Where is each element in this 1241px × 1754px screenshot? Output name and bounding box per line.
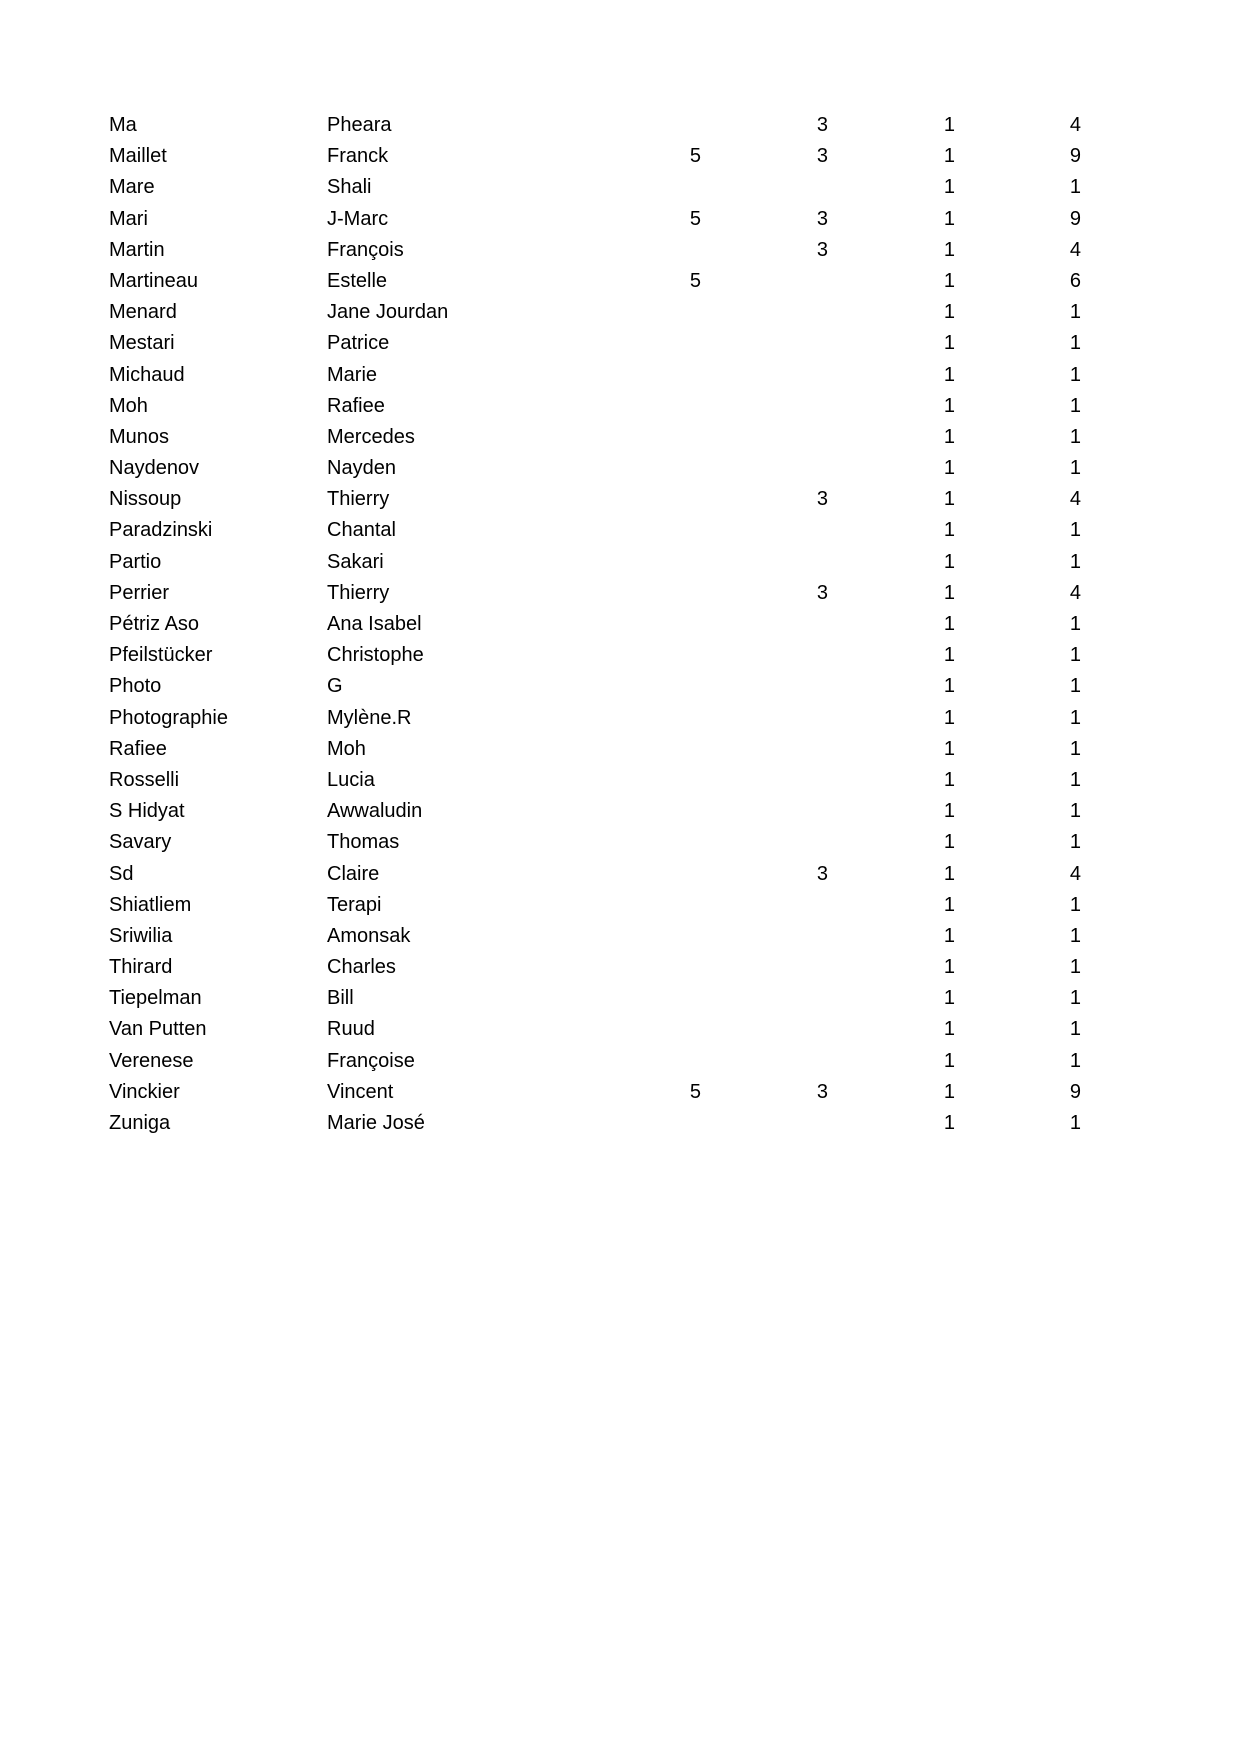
last-name-cell: Vinckier [109,1080,180,1103]
last-name-cell: Photo [109,675,162,698]
first-name-cell: Pheara [327,114,392,136]
total-cell: 6 [1069,269,1081,292]
table-row [0,391,1241,422]
total-cell: 1 [1069,1112,1081,1134]
last-name-cell: Rosselli [109,768,180,791]
table-row [0,578,1241,609]
table-row [0,765,1241,796]
total-cell: 1 [1069,176,1081,199]
table-row [0,141,1241,172]
total-cell: 9 [1069,145,1081,168]
score-col-3-cell: 1 [943,893,955,916]
last-name-cell: Photographie [109,706,228,729]
last-name-cell: Pfeilstücker [109,644,213,667]
last-name-cell: Shiatliem [109,893,192,916]
table-row [0,734,1241,765]
last-name-cell: Mare [109,176,155,199]
first-name-cell: Christophe [327,644,424,667]
first-name-cell: Chantal [327,519,396,542]
total-cell: 1 [1069,924,1081,947]
score-col-2-cell: 3 [816,1080,828,1103]
first-name-cell: Marie [327,363,378,386]
last-name-cell: Munos [109,425,170,448]
first-name-cell: Charles [327,956,396,979]
score-col-2-cell: 3 [816,488,828,511]
total-cell: 9 [1069,207,1081,230]
table-row [0,859,1241,890]
score-col-3-cell: 1 [943,394,955,417]
first-name-cell: Mercedes [327,425,415,448]
score-col-3-cell: 1 [943,550,955,573]
total-cell: 1 [1069,519,1081,542]
first-name-cell: Thierry [327,488,390,511]
last-name-cell: Ma [109,114,137,136]
score-col-3-cell: 1 [943,363,955,386]
score-col-3-cell: 1 [943,488,955,511]
table-row [0,952,1241,983]
score-col-3-cell: 1 [943,1080,955,1103]
first-name-cell: Franck [327,145,389,168]
total-cell: 1 [1069,737,1081,760]
last-name-cell: Sriwilia [109,924,173,947]
score-col-3-cell: 1 [943,269,955,292]
total-cell: 1 [1069,644,1081,667]
first-name-cell: Thierry [327,581,390,604]
table-row [0,827,1241,858]
score-col-3-cell: 1 [943,238,955,261]
last-name-cell: Maillet [109,145,167,168]
score-col-3-cell: 1 [943,644,955,667]
score-col-3-cell: 1 [943,301,955,324]
table-row [0,172,1241,203]
score-col-3-cell: 1 [943,737,955,760]
score-col-3-cell: 1 [943,706,955,729]
first-name-cell: G [327,675,343,698]
score-col-3-cell: 1 [943,987,955,1010]
total-cell: 1 [1069,394,1081,417]
total-cell: 1 [1069,800,1081,823]
score-col-1-cell: 5 [689,207,701,230]
first-name-cell: Claire [327,862,380,885]
last-name-cell: Martineau [109,269,198,292]
last-name-cell: Menard [109,301,177,324]
last-name-cell: Mestari [109,332,175,355]
table-row [0,266,1241,297]
first-name-cell: Jane Jourdan [327,301,449,324]
spreadsheet-page [0,110,1241,1139]
first-name-cell: Shali [327,176,372,199]
table-row [0,1108,1241,1139]
total-cell: 4 [1069,114,1081,136]
total-cell: 1 [1069,1049,1081,1072]
score-col-3-cell: 1 [943,831,955,854]
first-name-cell: Rafiee [327,394,385,417]
total-cell: 4 [1069,581,1081,604]
total-cell: 1 [1069,301,1081,324]
first-name-cell: Marie José [327,1112,425,1134]
total-cell: 1 [1069,613,1081,635]
total-cell: 4 [1069,488,1081,511]
score-col-3-cell: 1 [943,457,955,480]
table-row [0,921,1241,952]
total-cell: 1 [1069,550,1081,573]
score-col-3-cell: 1 [943,956,955,979]
table-row [0,1077,1241,1108]
first-name-cell: Awwaludin [327,800,423,823]
last-name-cell: Sd [109,862,134,885]
last-name-cell: Paradzinski [109,519,213,542]
score-col-2-cell: 3 [816,238,828,261]
first-name-cell: J-Marc [327,207,389,230]
table-row [0,1046,1241,1077]
total-cell: 1 [1069,706,1081,729]
last-name-cell: Verenese [109,1049,194,1072]
first-name-cell: Thomas [327,831,400,854]
last-name-cell: Naydenov [109,457,200,480]
first-name-cell: François [327,238,404,261]
score-col-2-cell: 3 [816,862,828,885]
table-row [0,360,1241,391]
last-name-cell: Perrier [109,581,170,604]
table-row [0,703,1241,734]
score-col-3-cell: 1 [943,114,955,136]
score-col-3-cell: 1 [943,862,955,885]
score-col-3-cell: 1 [943,207,955,230]
score-col-1-cell: 5 [689,1080,701,1103]
table-row [0,235,1241,266]
score-col-3-cell: 1 [943,1112,955,1134]
total-cell: 1 [1069,425,1081,448]
first-name-cell: Bill [327,987,354,1010]
score-col-3-cell: 1 [943,581,955,604]
last-name-cell: Martin [109,238,165,261]
total-cell: 1 [1069,831,1081,854]
total-cell: 1 [1069,893,1081,916]
last-name-cell: Thirard [109,956,173,979]
total-cell: 9 [1069,1080,1081,1103]
first-name-cell: Patrice [327,332,390,355]
table-row [0,422,1241,453]
first-name-cell: Mylène.R [327,706,412,729]
score-col-3-cell: 1 [943,425,955,448]
table-row [0,484,1241,515]
score-col-3-cell: 1 [943,924,955,947]
table-row [0,1014,1241,1045]
total-cell: 4 [1069,862,1081,885]
table-row [0,547,1241,578]
table-row [0,890,1241,921]
total-cell: 1 [1069,956,1081,979]
last-name-cell: Savary [109,831,172,854]
last-name-cell: Pétriz Aso [109,613,200,635]
table-row [0,640,1241,671]
table-row [0,515,1241,546]
last-name-cell: Mari [109,207,148,230]
total-cell: 1 [1069,987,1081,1010]
score-col-2-cell: 3 [816,207,828,230]
first-name-cell: Terapi [327,893,382,916]
score-col-3-cell: 1 [943,675,955,698]
table-row [0,297,1241,328]
table-row [0,671,1241,702]
score-col-3-cell: 1 [943,332,955,355]
first-name-cell: Moh [327,737,366,760]
last-name-cell: S Hidyat [109,800,185,823]
total-cell: 1 [1069,457,1081,480]
table-row [0,609,1241,640]
total-cell: 1 [1069,675,1081,698]
score-col-2-cell: 3 [816,114,828,136]
last-name-cell: Tiepelman [109,987,202,1010]
total-cell: 1 [1069,332,1081,355]
score-col-2-cell: 3 [816,581,828,604]
first-name-cell: Vincent [327,1080,394,1103]
score-col-3-cell: 1 [943,145,955,168]
score-col-1-cell: 5 [689,269,701,292]
last-name-cell: Partio [109,550,162,573]
score-col-3-cell: 1 [943,800,955,823]
score-col-1-cell: 5 [689,145,701,168]
first-name-cell: Amonsak [327,924,411,947]
table-row [0,983,1241,1014]
score-col-3-cell: 1 [943,176,955,199]
table-row [0,204,1241,235]
total-cell: 1 [1069,1018,1081,1041]
table-row [0,110,1241,141]
score-col-3-cell: 1 [943,768,955,791]
first-name-cell: Nayden [327,457,396,480]
table-row [0,328,1241,359]
last-name-cell: Michaud [109,363,185,386]
first-name-cell: Lucia [327,768,375,791]
score-col-3-cell: 1 [943,1049,955,1072]
total-cell: 1 [1069,768,1081,791]
total-cell: 1 [1069,363,1081,386]
total-cell: 4 [1069,238,1081,261]
first-name-cell: Sakari [327,550,384,573]
last-name-cell: Van Putten [109,1018,207,1041]
score-col-2-cell: 3 [816,145,828,168]
score-col-3-cell: 1 [943,1018,955,1041]
score-col-3-cell: 1 [943,519,955,542]
last-name-cell: Zuniga [109,1112,171,1134]
last-name-cell: Nissoup [109,488,182,511]
last-name-cell: Rafiee [109,737,167,760]
score-col-3-cell: 1 [943,613,955,635]
first-name-cell: Estelle [327,269,388,292]
first-name-cell: Françoise [327,1049,415,1072]
last-name-cell: Moh [109,394,148,417]
first-name-cell: Ana Isabel [327,613,422,635]
table-row [0,796,1241,827]
table-row [0,453,1241,484]
first-name-cell: Ruud [327,1018,375,1041]
